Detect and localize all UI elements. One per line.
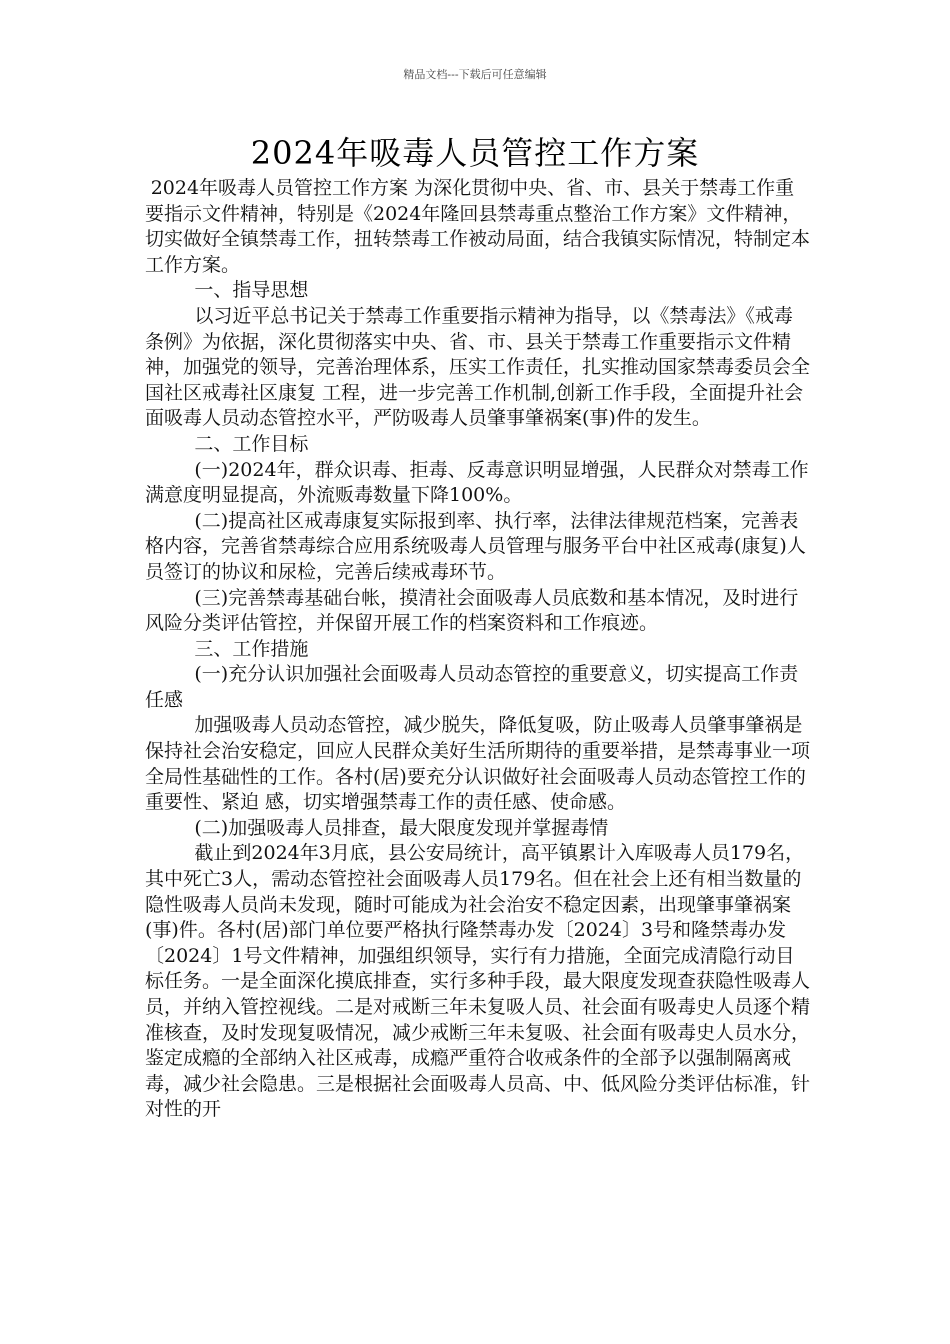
section-heading-guiding-ideology: 一、指导思想 <box>194 279 309 302</box>
document-title: 2024年吸毒人员管控工作方案 <box>250 134 700 172</box>
page-header: 精品文档---下载后可任意编辑 <box>403 68 547 81</box>
section-heading-work-goals: 二、工作目标 <box>194 432 309 455</box>
guiding-ideology-paragraph: 以习近平总书记关于禁毒工作重要指示精神为指导，以《禁毒法》《戒毒条例》为依据，深化贯彻落实中央、省、市、县关于禁毒工作重要指示文件精神，加强党的领导，完善治理体系，压实工作责任，扎实推动国家禁毒委员会全国社区戒毒社区康复 工程，进一步完善工作机制,创新工作手段，全面提升社会面吸毒人员动态管控水平，严防吸毒人员肇事肇祸案(事)件的发生。 <box>145 304 811 430</box>
measure-two-paragraph: 截止到2024年3月底，县公安局统计，高平镇累计入库吸毒人员179名，其中死亡3人，需动态管控社会面吸毒人员179名。但在社会上还有相当数量的隐性吸毒人员尚未发现，随时可能成为社会治安不稳定因素，出现肇事肇祸案(事)件。各村(居)部门单位要严格执行隆禁毒办发〔2024〕3号和隆禁毒办发〔2024〕1号文件精神，加强组织领导，实行有力措施，全面完成清隐行动目标任务。一是全面深化摸底排查，实行多种手段，最大限度发现查获隐性吸毒人员，并纳入管控视线。二是对戒断三年未复吸人员、社会面有吸毒史人员逐个精准核查，及时发现复吸情况，减少戒断三年未复吸、社会面有吸毒史人员水分，鉴定成瘾的全部纳入社区戒毒，成瘾严重符合收戒条件的全部予以强制隔离戒毒，减少社会隐患。三是根据社会面吸毒人员高、中、低风险分类评估标准，针对性的开 <box>145 842 811 1121</box>
document-body <box>145 176 810 1123</box>
goal-three-paragraph: (三)完善禁毒基础台帐，摸清社会面吸毒人员底数和基本情况，及时进行风险分类评估管控，并保留开展工作的档案资料和工作痕迹。 <box>145 586 799 635</box>
goal-two-paragraph: (二)提高社区戒毒康复实际报到率、执行率，法律法律规范档案，完善表格内容，完善省禁毒综合应用系统吸毒人员管理与服务平台中社区戒毒(康复)人员签订的协议和尿检，完善后续戒毒环节。 <box>145 509 806 583</box>
section-heading-work-measures: 三、工作措施 <box>194 637 309 660</box>
measure-one-paragraph: 加强吸毒人员动态管控，减少脱失，降低复吸，防止吸毒人员肇事肇祸是保持社会治安稳定，回应人民群众美好生活所期待的重要举措，是禁毒事业一项全局性基础性的工作。各村(居)要充分认识做好社会面吸毒人员动态管控工作的重要性、紧迫 感，切实增强禁毒工作的责任感、使命感。 <box>145 714 811 814</box>
intro-paragraph: 2024年吸毒人员管控工作方案 为深化贯彻中央、省、市、县关于禁毒工作重要指示文件精神，特别是《2024年隆回县禁毒重点整治工作方案》文件精神，切实做好全镇禁毒工作，扭转禁毒工作被动局面，结合我镇实际情况，特制定本工作方案。 <box>145 177 811 276</box>
measure-two-heading: (二)加强吸毒人员排查，最大限度发现并掌握毒情 <box>194 816 609 839</box>
goal-one-paragraph: (一)2024年，群众识毒、拒毒、反毒意识明显增强，人民群众对禁毒工作满意度明显提高，外流贩毒数量下降100%。 <box>145 458 809 507</box>
measure-one-heading: (一)充分认识加强社会面吸毒人员动态管控的重要意义，切实提高工作责任感 <box>145 663 799 711</box>
